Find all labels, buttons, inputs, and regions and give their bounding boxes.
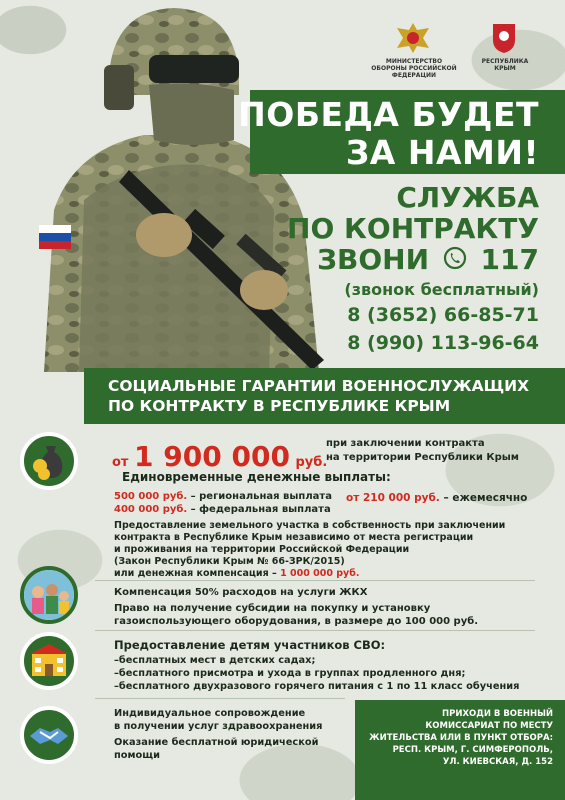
band-line2: ПО КОНТРАКТУ В РЕСПУБЛИКЕ КРЫМ	[108, 397, 451, 415]
headline-line1: ПОБЕДА БУДЕТ	[238, 95, 539, 134]
phone-icon	[443, 245, 467, 277]
children-heading: Предоставление детям участников СВО:	[114, 638, 386, 652]
service-line2: ПО КОНТРАКТУ	[287, 212, 539, 245]
address-box: ПРИХОДИ В ВОЕННЫЙ КОМИССАРИАТ ПО МЕСТУ ЖИТЕЛЬСТВА ИЛИ В ПУНКТ ОТБОРА: РЕСП. КРЫМ, Г. СИМФЕРОПОЛЬ, УЛ. КИЕВСКАЯ, Д. 152	[355, 700, 565, 800]
amount-currency: руб.	[295, 455, 328, 470]
land-plot-info: Предоставление земельного участка в собственность при заключении контракта в Республике Крым независимо от места регистрации и проживания на территории Российской Федерации (Закон Республики Крым № 66-ЗРК/2015) или денежная компенсация – 1 000 000 руб.	[114, 520, 506, 579]
phone-number-2[interactable]: 8 (990) 113-96-64	[347, 332, 539, 354]
regional-payment: 500 000 руб. – региональная выплата	[114, 491, 332, 502]
flag-patch	[39, 225, 71, 249]
guarantees-band	[84, 368, 565, 424]
republic-text: РЕСПУБЛИКА КРЫМ	[481, 58, 529, 72]
phone-number-1[interactable]: 8 (3652) 66-85-71	[347, 304, 539, 326]
band-line1: СОЦИАЛЬНЫЕ ГАРАНТИИ ВОЕННОСЛУЖАЩИХ	[108, 377, 530, 395]
housing-info: Компенсация 50% расходов на услуги ЖКХ Право на получение субсидии на покупку и установку газоиспользующего оборудования, в размере до 100 000 руб.	[114, 587, 479, 627]
ministry-emblem-icon	[393, 20, 433, 56]
federal-payment: 400 000 руб. – федеральная выплата	[114, 504, 331, 515]
divider	[95, 580, 535, 581]
school-icon	[20, 632, 78, 690]
headline-line2: ЗА НАМИ!	[345, 133, 539, 172]
service-call-line	[317, 244, 539, 277]
free-call-note: (звонок бесплатный)	[344, 280, 539, 299]
ministry-text: МИНИСТЕРСТВО ОБОРОНЫ РОССИЙСКОЙ ФЕДЕРАЦИИ	[371, 58, 457, 79]
amount-value: 1 900 000	[134, 440, 290, 473]
crimea-crest-icon	[491, 22, 517, 54]
children-item: –бесплатного двухразового горячего питания с 1 по 11 класс обучения	[114, 681, 520, 692]
support-info: Индивидуальное сопровождение в получении услуг здравоохранения Оказание бесплатной юридической помощи	[114, 708, 323, 761]
logos	[363, 20, 543, 80]
family-icon	[20, 566, 78, 624]
divider	[95, 630, 535, 631]
amount-prefix: от	[112, 455, 129, 470]
payments-heading: Единовременные денежные выплаты:	[122, 470, 391, 484]
handshake-icon	[20, 706, 78, 764]
call-word: ЗВОНИ	[317, 243, 430, 276]
money-bag-icon	[20, 432, 78, 490]
divider	[95, 698, 345, 699]
payment-condition: при заключении контракта на территории Республики Крым	[326, 438, 519, 463]
service-line1: СЛУЖБА	[396, 181, 539, 214]
soldier-image	[34, 0, 334, 372]
hero	[0, 0, 565, 372]
children-item: –бесплатных мест в детских садах;	[114, 655, 316, 666]
children-list	[114, 654, 519, 693]
call-number: 117	[480, 243, 539, 276]
children-item: –бесплатного присмотра и ухода в группах продленного дня;	[114, 668, 466, 679]
monthly-payment: от 210 000 руб. – ежемесячно	[346, 492, 528, 504]
payment-amount	[112, 442, 327, 472]
